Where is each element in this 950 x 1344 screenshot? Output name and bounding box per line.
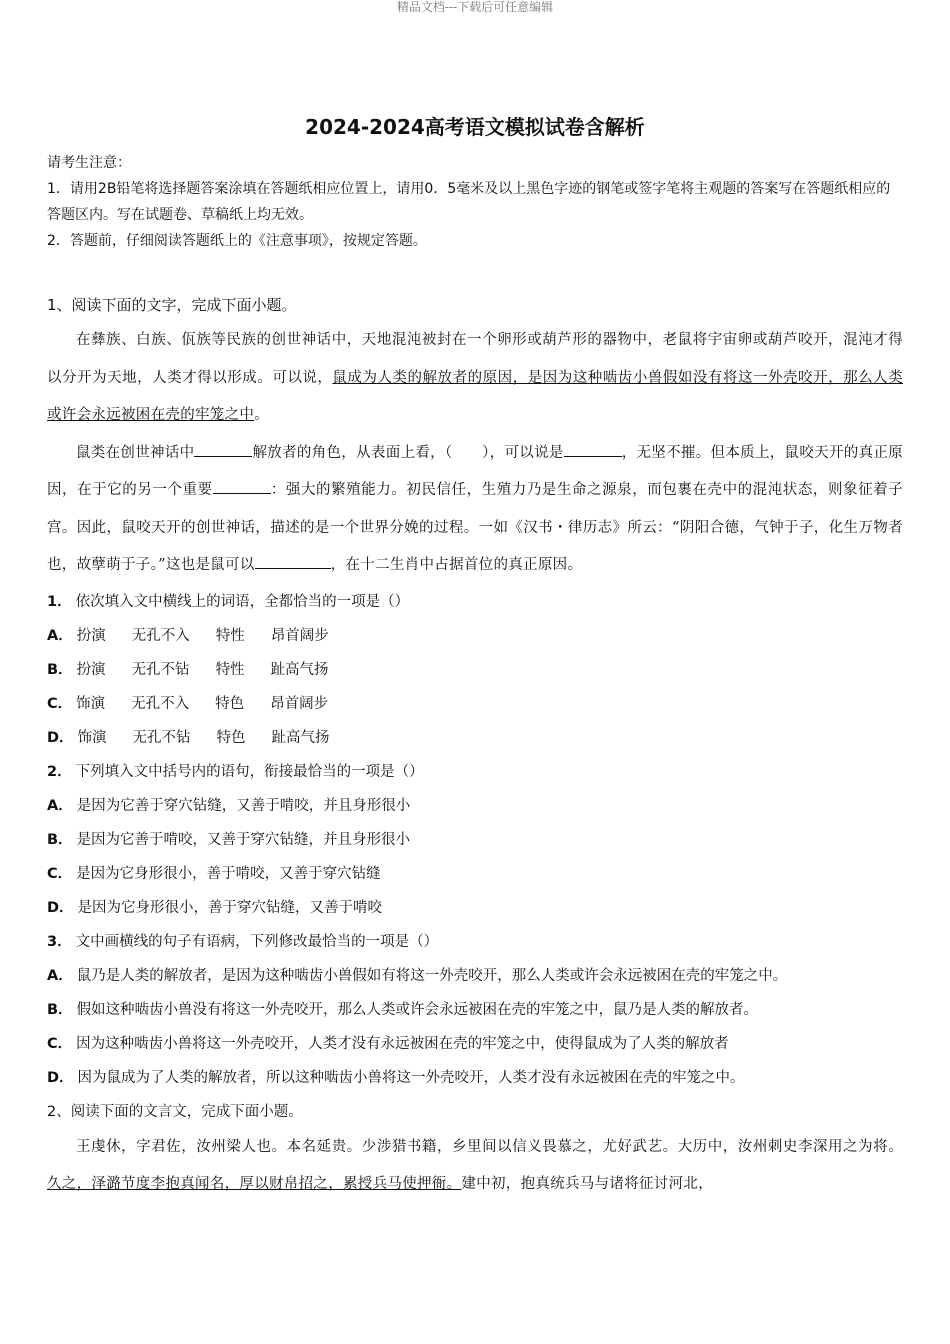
fill-blank-line [564, 442, 622, 457]
option-word: 饰演 [77, 729, 107, 746]
question-1-stem [47, 585, 903, 619]
option-word: 扮演 [76, 661, 106, 678]
option-word: 无孔不入 [131, 695, 190, 712]
notice-item-1: 1．请用2B铅笔将选择题答案涂填在答题纸相应位置上，请用0．5毫米及以上黑色字迹的钢笔或签字笔将主观题的答案写在答题纸相应的答题区内。写在试题卷、草稿纸上均无效。 [47, 181, 891, 223]
option-label: D． [47, 729, 74, 746]
option-label: A． [47, 967, 73, 984]
q3-option-c [47, 1027, 903, 1061]
option-word: 特性 [215, 627, 245, 644]
option-text: 是因为它善于啃咬，又善于穿穴钻缝，并且身形很小 [76, 831, 411, 848]
underlined-sentence: 久之，泽潞节度李抱真闻名，厚以财帛招之，累授兵马使押衙。 [47, 1176, 462, 1192]
watermark-text: 精品文档---下载后可任意编辑 [396, 0, 554, 14]
option-text: 因为这种啮齿小兽将这一外壳咬开，人类才没有永远被困在壳的牢笼之中，使得鼠成为了人类的解放者 [76, 1035, 729, 1052]
q3-option-a [47, 959, 903, 993]
passage-text: 鼠类在创世神话中 [76, 444, 195, 461]
document-body [47, 150, 903, 1204]
option-word: 特色 [215, 695, 245, 712]
option-label: A． [47, 797, 73, 814]
q1-option-b [47, 653, 903, 687]
option-word: 昂首阔步 [270, 695, 329, 712]
passage-text: 在彝族、白族、佤族等民族的创世神话中，天地混沌被封在一个卵形或葫芦形的器物中，老鼠将宇宙卵或葫芦咬开，混沌才得以分开为天地，人类才得以形成。可以说， [47, 332, 903, 386]
option-label: C． [47, 695, 73, 712]
passage-text: ：强大的繁殖能力。初民信任，生殖力乃是生命之源泉，而包裹在壳中的混沌状态，则象征着子宫。因此，鼠咬天开的创世神话，描述的是一个世界分娩的过程。一如《汉书・律历志》所云：“阴阳合德，气钟于子，化生万物者也，故孽萌于子。”这也是鼠可以 [47, 482, 903, 573]
passage-paragraph-2 [47, 435, 903, 585]
passage-text: 。 [254, 407, 270, 423]
option-text: 因为鼠成为了人类的解放者，所以这种啮齿小兽将这一外壳咬开，人类才没有永远被困在壳的牢笼之中。 [77, 1069, 745, 1086]
option-word: 昂首阔步 [270, 627, 329, 644]
passage-text: 解放者的角色，从表面上看，（ ），可以说是 [252, 444, 564, 461]
q2-option-a [47, 789, 903, 823]
question-number: 3． [47, 933, 72, 950]
option-label: C． [47, 1035, 73, 1052]
question-number: 1． [47, 593, 72, 610]
notice-heading: 请考生注意： [47, 155, 131, 171]
option-word: 无孔不钻 [132, 729, 191, 746]
q1-option-d [47, 721, 903, 755]
q3-option-b [47, 993, 903, 1027]
question-text: 依次填入文中横线上的词语，全都恰当的一项是（） [75, 593, 410, 610]
option-word: 无孔不钻 [131, 661, 190, 678]
passage-text: 王虔休，字君佐，汝州梁人也。本名延贵。少涉猎书籍，乡里间以信义畏慕之，尤好武艺。大历中，汝州刺史李深用之为将。 [76, 1138, 903, 1155]
passage-text: 建中初，抱真统兵马与诸将征讨河北， [461, 1176, 714, 1192]
fill-blank-line [255, 554, 331, 569]
q3-option-d [47, 1061, 903, 1095]
option-label: D． [47, 1069, 74, 1086]
q2-option-d [47, 891, 903, 925]
option-word: 无孔不入 [131, 627, 190, 644]
question-text: 下列填入文中括号内的语句，衔接最恰当的一项是（） [75, 763, 424, 780]
option-word: 趾高气扬 [270, 661, 329, 678]
option-text: 是因为它善于穿穴钻缝，又善于啃咬，并且身形很小 [76, 797, 411, 814]
passage-text: ，无坚不摧。但本质上，鼠咬天开的真正原因，在于它的另一个重要 [47, 444, 903, 498]
option-word: 特色 [216, 729, 246, 746]
option-label: B． [47, 661, 73, 678]
notice-block [47, 150, 903, 254]
option-label: A． [47, 627, 73, 644]
notice-item-2: 2．答题前，仔细阅读答题纸上的《注意事项》，按规定答题。 [47, 233, 427, 249]
option-label: C． [47, 865, 73, 882]
page-title: 2024-2024高考语文模拟试卷含解析 [305, 115, 645, 139]
option-label: B． [47, 831, 73, 848]
fill-blank-line [194, 442, 252, 457]
classical-passage-paragraph [47, 1129, 903, 1204]
q1-option-a [47, 619, 903, 653]
option-word: 趾高气扬 [271, 729, 330, 746]
option-word: 特性 [215, 661, 245, 678]
option-label: D． [47, 899, 74, 916]
question-text: 文中画横线的句子有语病，下列修改最恰当的一项是（） [75, 933, 439, 950]
question-3-stem [47, 925, 903, 959]
option-word: 扮演 [76, 627, 106, 644]
q2-option-b [47, 823, 903, 857]
passage-paragraph-1 [47, 322, 903, 435]
q2-option-c [47, 857, 903, 891]
section-1-heading: 1、阅读下面的文字，完成下面小题。 [47, 296, 297, 314]
fill-blank-line [213, 479, 271, 494]
question-2-stem [47, 755, 903, 789]
underlined-sentence: 鼠成为人类的解放者的原因，是因为这种啮齿小兽假如没有将这一外壳咬开，那么人类或许会永远被困在壳的牢笼之中 [47, 369, 903, 423]
question-number: 2． [47, 763, 72, 780]
passage-text: ，在十二生肖中占据首位的真正原因。 [330, 557, 583, 573]
option-text: 假如这种啮齿小兽没有将这一外壳咬开，那么人类或许会永远被困在壳的牢笼之中，鼠乃是人类的解放者。 [76, 1001, 759, 1018]
option-text: 是因为它身形很小，善于穿穴钻缝，又善于啃咬 [77, 899, 383, 916]
option-text: 是因为它身形很小，善于啃咬，又善于穿穴钻缝 [76, 865, 381, 882]
section-2-heading: 2、阅读下面的文言文，完成下面小题。 [47, 1103, 303, 1120]
option-word: 饰演 [76, 695, 106, 712]
option-text: 鼠乃是人类的解放者，是因为这种啮齿小兽假如有将这一外壳咬开，那么人类或许会永远被困在壳的牢笼之中。 [76, 967, 788, 984]
option-label: B． [47, 1001, 73, 1018]
q1-option-c [47, 687, 903, 721]
